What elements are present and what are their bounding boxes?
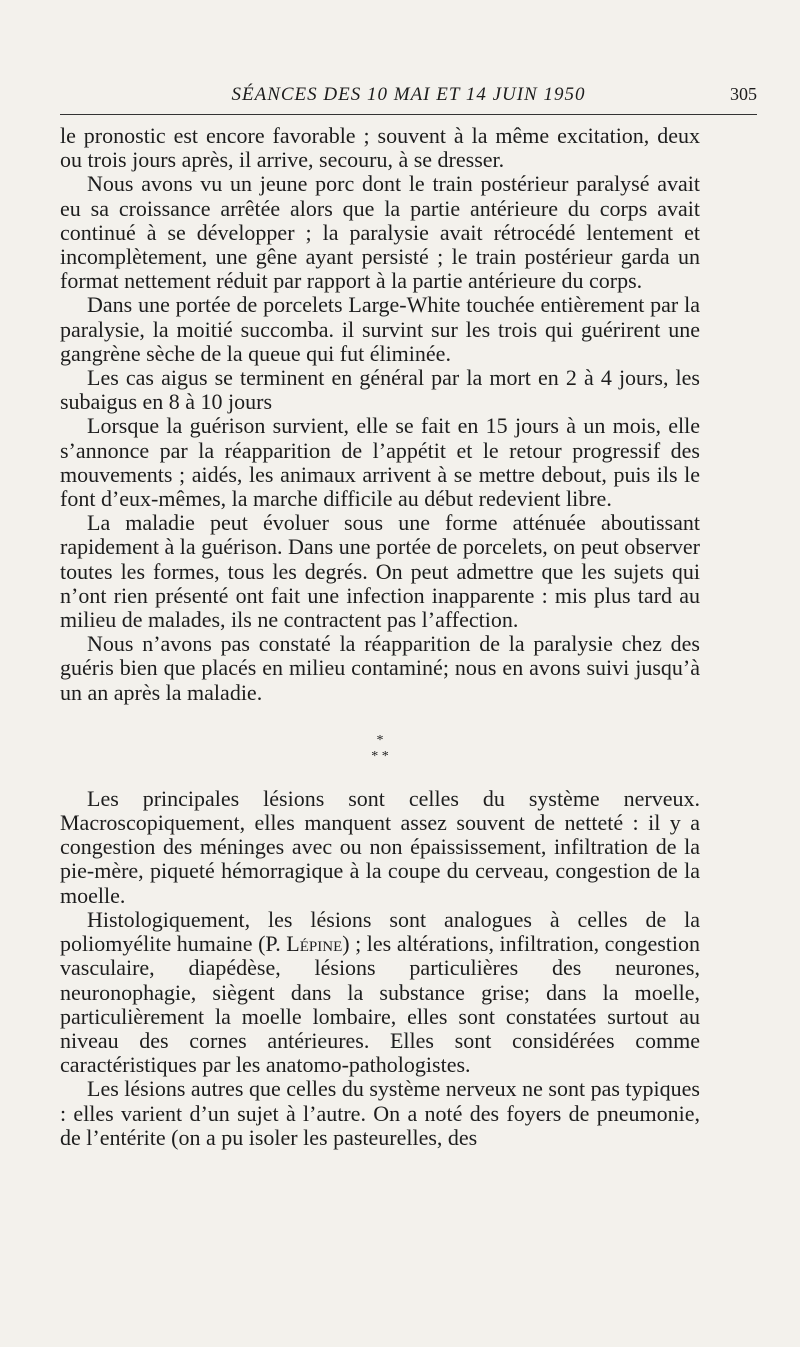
histology-text-after: ) ; les altérations, infiltration, congestion vasculaire, diapédèse, lésions particulières des neurones, neuronophagie, siègent dans la substance grise; dans la moelle, particulièrement la moelle lombaire, elles sont constatées surtout au niveau des cornes antérieures. Elles sont considérées comme caractéristiques par les anatomo-pathologistes. xyxy=(60,931,700,1078)
running-title: SÉANCES DES 10 MAI ET 14 JUIN 1950 xyxy=(231,84,586,105)
paragraph-histology xyxy=(60,908,700,1077)
author-citation: Lépine xyxy=(286,931,343,957)
body-text xyxy=(60,124,700,1150)
paragraph: Lorsque la guérison survient, elle se fait en 15 jours à un mois, elle s’annonce par la réapparition de l’appétit et le retour progressif des mouvements ; aidés, les animaux arrivent à se mettre debout, puis ils le font d’eux-mêmes, la marche difficile au début redevient libre. xyxy=(60,413,700,512)
paragraph: Les lésions autres que celles du système nerveux ne sont pas typiques : elles varient d’un sujet à l’autre. On a noté des foyers de pneumonie, de l’entérite (on a pu isoler les pasteurelles, des xyxy=(60,1076,700,1150)
histology-text-before: Histologiquement, les lésions sont analogues à celles de la poliomyélite humaine (P. xyxy=(60,906,700,957)
paragraph: Dans une portée de porcelets Large-White touchée entièrement par la paralysie, la moitié succomba. il survint sur les trois qui guérirent une gangrène sèche de la queue qui fut éliminée. xyxy=(60,292,700,366)
paragraph: La maladie peut évoluer sous une forme atténuée aboutissant rapidement à la guérison. Dans une portée de porcelets, on peut observer toutes les formes, tous les degrés. On peut admettre que les sujets qui n’ont rien présenté ont fait une infection inapparente : mis plus tard au milieu de malades, ils ne contractent pas l’affection. xyxy=(60,510,700,633)
paragraph: Nous n’avons pas constaté la réapparition de la paralysie chez des guéris bien que placés en milieu contaminé; nous en avons suivi jusqu’à un an après la maladie. xyxy=(60,631,700,705)
page-number: 305 xyxy=(730,84,757,104)
paragraph: Les cas aigus se terminent en général par la mort en 2 à 4 jours, les subaigus en 8 à 10 jours xyxy=(60,365,700,415)
asterism-bottom: * * xyxy=(371,748,389,764)
page-header xyxy=(60,84,757,110)
asterism-separator xyxy=(60,715,700,787)
asterism-top: * xyxy=(376,732,384,748)
paragraph-continuation: le pronostic est encore favorable ; souvent à la même excitation, deux ou trois jours après, il arrive, secouru, à se dresser. xyxy=(60,123,700,173)
paragraph: Les principales lésions sont celles du système nerveux. Macroscopiquement, elles manquent assez souvent de netteté : il y a congestion des méninges avec ou non épaississement, infiltration de la pie-mère, piqueté hémorragique à la coupe du cerveau, congestion de la moelle. xyxy=(60,785,700,908)
paragraph: Nous avons vu un jeune porc dont le train postérieur paralysé avait eu sa croissance arrêtée alors que la partie antérieure du corps avait continué à se développer ; la paralysie avait rétrocédé lentement et incomplètement, une gêne ayant persisté ; le train postérieur garda un format nettement réduit par rapport à la partie antérieure du corps. xyxy=(60,171,700,294)
header-rule xyxy=(60,114,757,115)
